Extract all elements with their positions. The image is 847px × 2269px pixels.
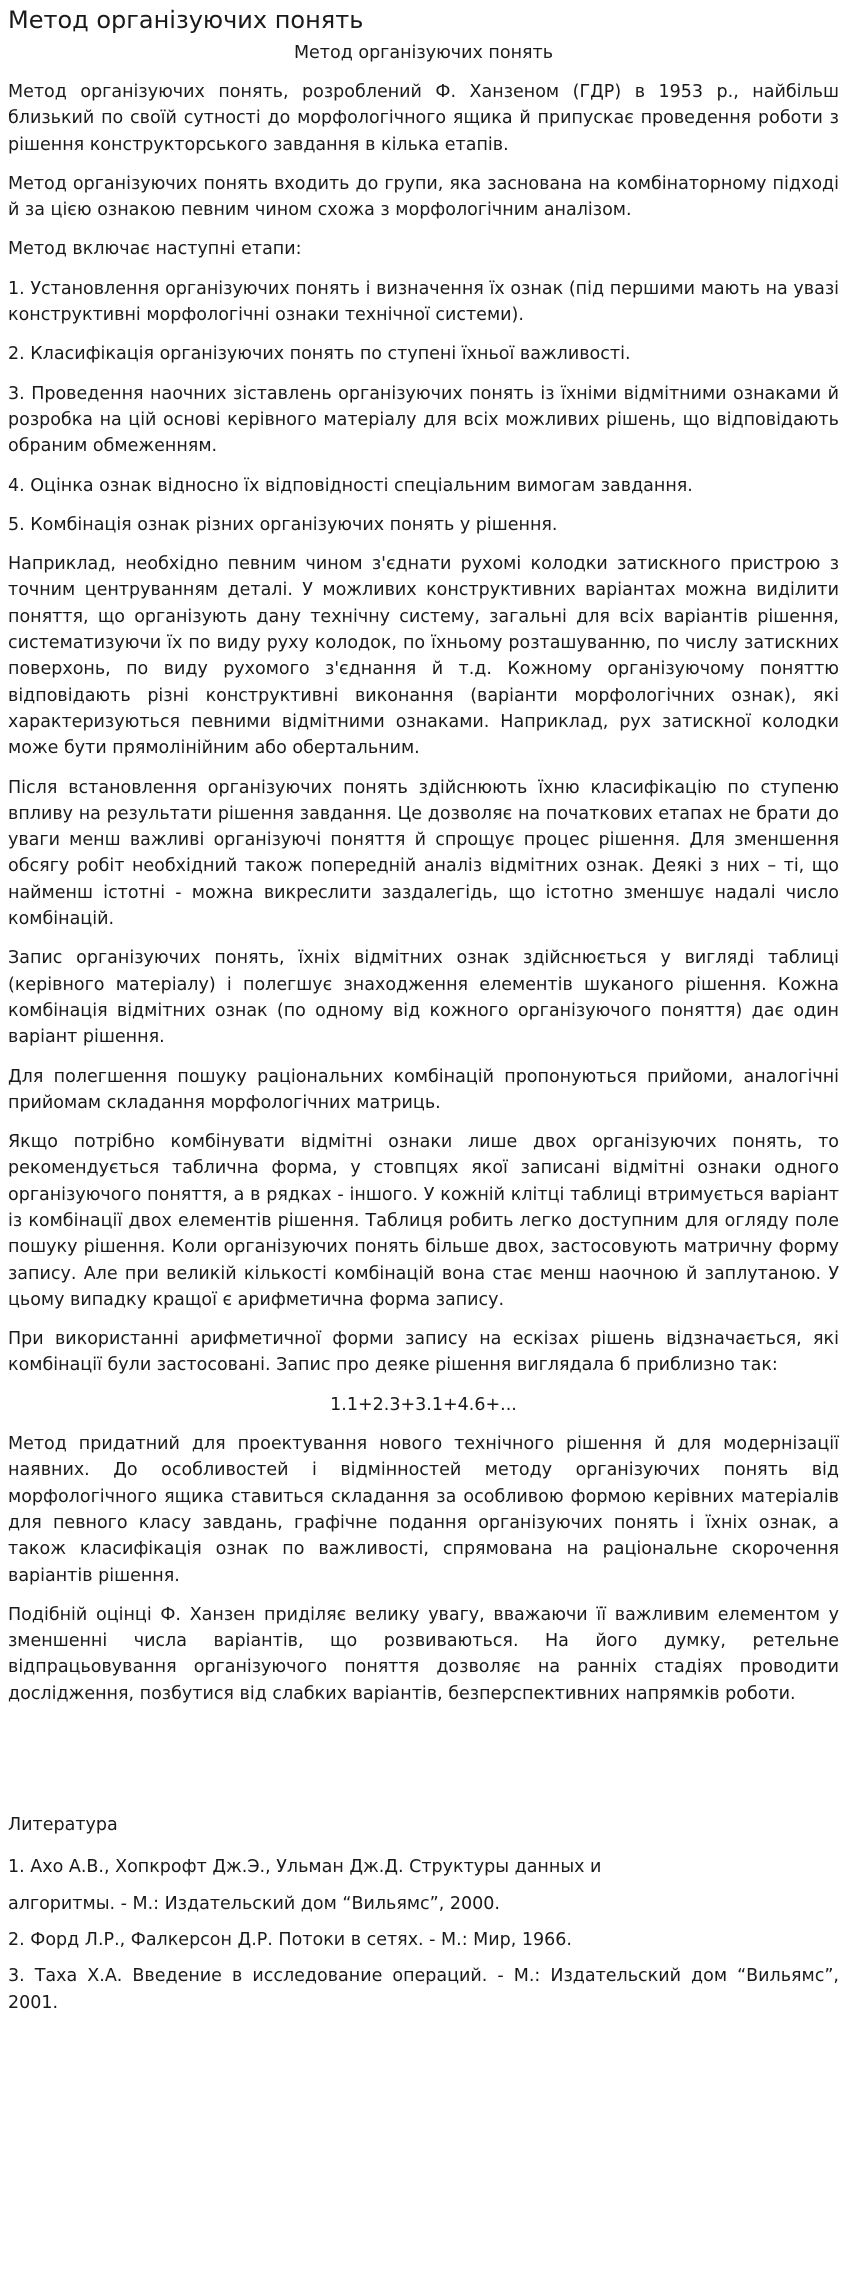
reference-item: алгоритмы. - М.: Издательский дом “Вильямс”, 2000. <box>8 1893 500 1914</box>
paragraph: Після встановлення організуючих понять здійснюють їхню класифікацію по ступеню впливу на результати рішення завдання. Це дозволяє на початкових етапах не брати до уваги менш важливі організуючі поняття й спрощує процес рішення. Для зменшення обсягу робіт необхідний також попередній аналіз відмітних ознак. Деякі з них – ті, що найменш істотні - можна викреслити заздалегідь, що істотно зменшує надалі число комбінацій. <box>8 777 839 930</box>
paragraph: Метод придатний для проектування нового технічного рішення й для модернізації наявних. До особливостей і відмінностей методу організуючих понять від морфологічного ящика ставиться складання за особливою формою керівних матеріалів для певного класу завдань, графічне подання організуючих понять і їхніх ознак, а також класифікація ознак по важливості, спрямована на раціональне скорочення варіантів рішення. <box>8 1434 839 1586</box>
reference-item: 3. Таха Х.А. Введение в исследование операций. - М.: Издательский дом “Вильямс”, 2001. <box>8 1966 839 2013</box>
reference-item: 2. Форд Л.Р., Фалкерсон Д.Р. Потоки в сетях. - М.: Мир, 1966. <box>8 1929 572 1950</box>
spacer <box>8 1720 839 1812</box>
step-item: 1. Установлення організуючих понять і визначення їх ознак (під першими мають на увазі конструктивні морфологічні ознаки технічної системи). <box>8 278 839 326</box>
paragraph: Метод організуючих понять, розроблений Ф. Ханзеном (ГДР) в 1953 р., найбільш близький по своїй сутності до морфологічного ящика й припускає проведення роботи з рішення конструкторського завдання в кілька етапів. <box>8 82 839 155</box>
formula: 1.1+2.3+3.1+4.6+... <box>330 1394 517 1415</box>
literature-title: Литература <box>8 1815 118 1836</box>
paragraph: Запис організуючих понять, їхніх відмітних ознак здійснюється у вигляді таблиці (керівного матеріалу) і полегшує знаходження елементів шуканого рішення. Кожна комбінація відмітних ознак (по одному від кожного організуючого поняття) дає один варіант рішення. <box>8 948 839 1048</box>
document-subtitle: Метод організуючих понять <box>293 43 554 63</box>
paragraph: При використанні арифметичної форми запису на ескізах рішень відзначається, які комбінації були застосовані. Запис про деяке рішення виглядала б приблизно так: <box>8 1329 839 1376</box>
paragraph: Якщо потрібно комбінувати відмітні ознаки лише двох організуючих понять, то рекомендується таблична форма, у стовпцях якої записані відмітні ознаки одного організуючого поняття, а в рядках - іншого. У кожній клітці таблиці втримується варіант із комбінації двох елементів рішення. Таблиця робить легко доступним для огляду поле пошуку рішення. Коли організуючих понять більше двох, застосовують матричну форму запису. Але при великій кількості комбінацій вона стає менш наочною й заплутаною. У цьому випадку кращої є арифметична форма запису. <box>8 1132 839 1310</box>
page-title: Метод організуючих понять <box>8 6 364 34</box>
step-item: 5. Комбінація ознак різних організуючих понять у рішення. <box>8 514 558 535</box>
step-item: 3. Проведення наочних зіставлень організуючих понять із їхніми відмітними ознаками й розробка на цій основі керівного матеріалу для всіх можливих рішень, що відповідають обраним обмеженням. <box>8 383 839 457</box>
paragraph: Метод включає наступні етапи: <box>8 239 302 260</box>
paragraph: Метод організуючих понять входить до групи, яка заснована на комбінаторному підході й за цією ознакою певним чином схожа з морфологічним аналізом. <box>8 173 839 221</box>
paragraph: Наприклад, необхідно певним чином з'єднати рухомі колодки затискного пристрою з точним центруванням деталі. У можливих конструктивних варіантах можна виділити поняття, що організують дану технічну систему, загальні для всіх варіантів рішення, систематизуючи їх по виду руху колодок, по їхньому розташуванню, по числу затискних поверхонь, по виду рухомого з'єднання й т.д. Кожному організуючому поняттю відповідають різні конструктивні виконання (варіанти морфологічних ознак), які характеризуються певними відмітними ознаками. Наприклад, рух затискної колодки може бути прямолінійним або обертальним. <box>8 554 839 759</box>
paragraph: Подібній оцінці Ф. Ханзен приділяє велику увагу, вважаючи її важливим елементом у зменшенні числа варіантів, що розвиваються. На його думку, ретельне відпрацьовування організуючого поняття дозволяє на ранніх стадіях проводити дослідження, позбутися від слабких варіантів, безперспективних напрямків роботи. <box>8 1604 839 1704</box>
step-item: 4. Оцінка ознак відносно їх відповідності спеціальним вимогам завдання. <box>8 475 693 496</box>
paragraph: Для полегшення пошуку раціональних комбінацій пропонуються прийоми, аналогічні прийомам складання морфологічних матриць. <box>8 1066 839 1113</box>
reference-item: 1. Ахо А.В., Хопкрофт Дж.Э., Ульман Дж.Д. Структуры данных и <box>8 1857 602 1878</box>
step-item: 2. Класифікація організуючих понять по ступені їхньої важливості. <box>8 344 631 365</box>
